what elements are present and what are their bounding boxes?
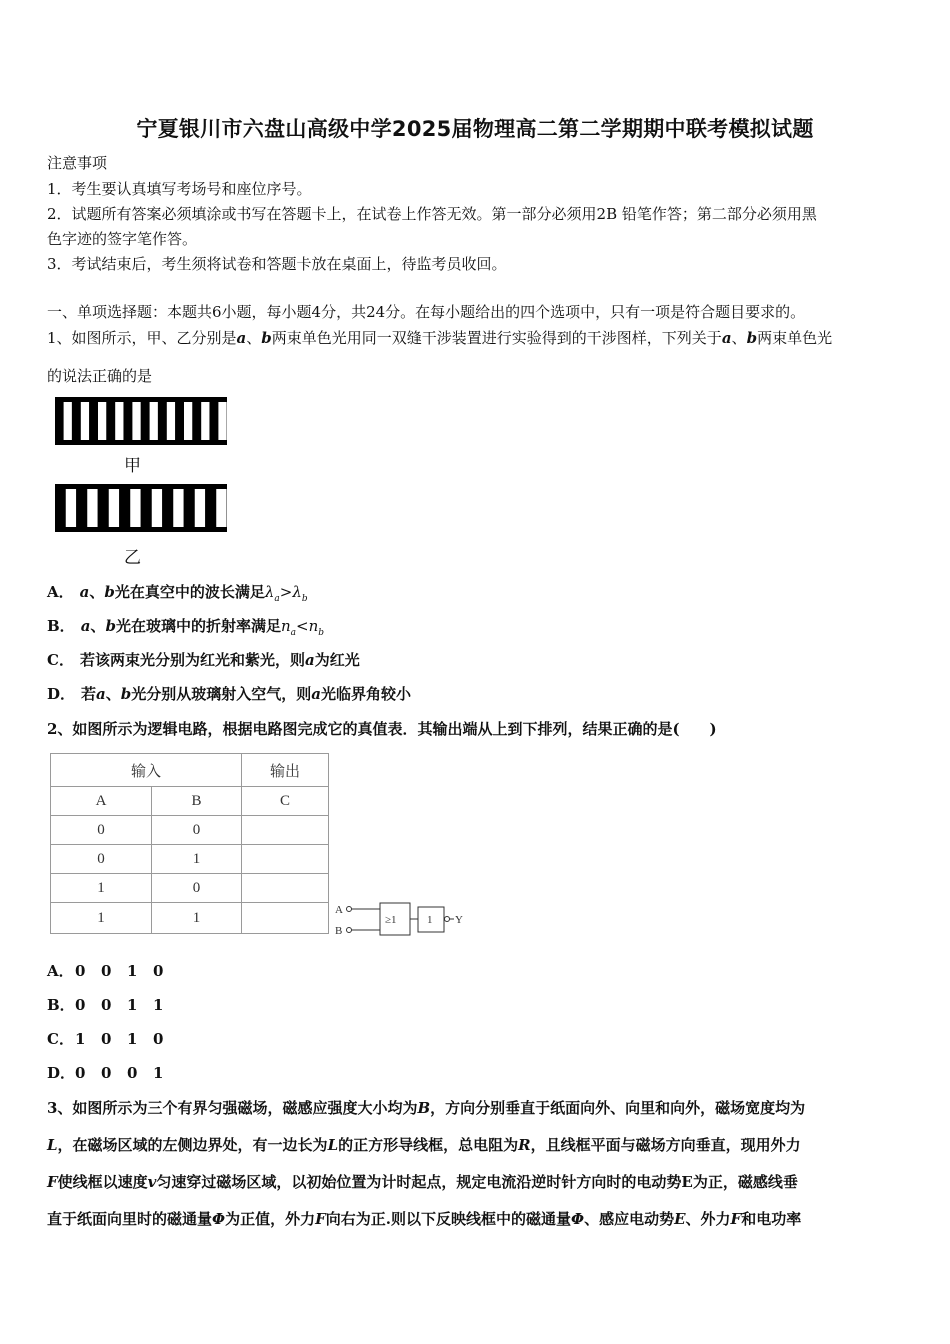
notice-item: 1．考生要认真填写考场号和座位序号。 [47, 180, 312, 198]
table-col-b: B [152, 787, 242, 816]
table-row [51, 874, 329, 903]
bright-fringe [216, 489, 226, 527]
section-heading: 一、单项选择题：本题共6小题，每小题4分，共24分。在每小题给出的四个选项中，只有一项是符合题目要求的。 [47, 303, 806, 321]
q2-option-b: B．0 0 1 1 [47, 996, 164, 1014]
page-title: 宁夏银川市六盘山高级中学2025届物理高二第二学期期中联考模拟试题 [136, 117, 814, 141]
or-gate-label: ≥1 [385, 914, 397, 926]
bright-fringe [152, 489, 162, 527]
bright-fringe [201, 402, 209, 440]
q1-option-b: B． a、b光在玻璃中的折射率满足$n_a<n_b$ [47, 617, 325, 638]
bright-fringe [109, 489, 119, 527]
q2-stem: 2、如图所示为逻辑电路，根据电路图完成它的真值表．其输出端从上到下排列，结果正确的是( ) [47, 720, 717, 738]
notice-item: 色字迹的签字笔作答。 [47, 230, 198, 248]
table-cell: 0 [51, 816, 152, 845]
q3-line1: 3、如图所示为三个有界匀强磁场，磁感应强度大小均为B，方向分别垂直于纸面向外、向里和向外，磁场宽度均为 [47, 1099, 806, 1117]
table-row [51, 816, 329, 845]
table-cell: 0 [152, 816, 242, 845]
gate-input-b-label: B [335, 925, 343, 937]
q3-line4: 直于纸面向里时的磁通量Φ为正值，外力F向右为正.则以下反映线框中的磁通量Φ、感应电动势E、外力F和电功率 [47, 1210, 802, 1228]
table-col-c: C [242, 787, 329, 816]
table-cell-empty [242, 903, 329, 934]
notice-heading: 注意事项 [47, 154, 108, 172]
bright-fringe [150, 402, 158, 440]
bright-fringe [81, 402, 89, 440]
bright-fringe [115, 402, 123, 440]
bright-fringe [132, 402, 140, 440]
table-cell-empty [242, 845, 329, 874]
table-row [51, 903, 329, 934]
q2-option-d: D．0 0 0 1 [47, 1064, 164, 1082]
table-cell: 1 [152, 903, 242, 934]
fig-label-jia: 甲 [124, 456, 141, 476]
q2-option-c: C．1 0 1 0 [47, 1030, 164, 1048]
q1-stem: 1、如图所示，甲、乙分别是a、b两束单色光用同一双缝干涉装置进行实验得到的干涉图样，下列关于a、b两束单色光 [47, 329, 833, 347]
table-cell: 1 [152, 845, 242, 874]
q1-stem-line2: 的说法正确的是 [47, 367, 153, 385]
notice-item: 3．考试结束后，考生须将试卷和答题卡放在桌面上，待监考员收回。 [47, 255, 507, 273]
logic-gate-diagram [333, 898, 473, 942]
table-cell: 1 [51, 874, 152, 903]
bright-fringe [173, 489, 183, 527]
bright-fringe [218, 402, 226, 440]
table-cell: 1 [51, 903, 152, 934]
q1-option-d: D． 若a、b光分别从玻璃射入空气，则a光临界角较小 [47, 685, 412, 703]
gate-input-a-label: A [335, 904, 343, 916]
bright-fringe [98, 402, 106, 440]
q1-option-a: A． a、b光在真空中的波长满足$\lambda_a>\lambda_b$ [47, 583, 308, 604]
fig-label-yi: 乙 [124, 548, 141, 568]
fringe-pattern-yi [55, 484, 227, 532]
fringe-pattern-jia [55, 397, 227, 445]
bright-fringe [130, 489, 140, 527]
table-col-a: A [51, 787, 152, 816]
table-cell: 0 [51, 845, 152, 874]
table-cell-empty [242, 874, 329, 903]
bright-fringe [195, 489, 205, 527]
table-cell-empty [242, 816, 329, 845]
table-header-output: 输出 [242, 754, 329, 787]
bright-fringe [64, 402, 72, 440]
q1-option-c: C． 若该两束光分别为红光和紫光，则a为红光 [47, 651, 360, 669]
table-cell: 0 [152, 874, 242, 903]
q3-line2: L，在磁场区域的左侧边界处，有一边长为L的正方形导线框，总电阻为R，且线框平面与磁场方向垂直，现用外力 [47, 1136, 801, 1154]
truth-table [50, 753, 329, 934]
not-gate-label: 1 [427, 914, 433, 926]
gate-output-label: Y [455, 914, 463, 926]
q2-option-a: A．0 0 1 0 [47, 962, 164, 980]
bright-fringe [87, 489, 97, 527]
notice-item: 2．试题所有答案必须填涂或书写在答题卡上，在试卷上作答无效。第一部分必须用2B 铅笔作答；第二部分必须用黑 [47, 205, 817, 223]
table-row [51, 845, 329, 874]
bright-fringe [66, 489, 76, 527]
table-header-input: 输入 [51, 754, 242, 787]
bright-fringe [167, 402, 175, 440]
q3-line3: F使线框以速度v匀速穿过磁场区域，以初始位置为计时起点，规定电流沿逆时针方向时的电动势E为正，磁感线垂 [47, 1173, 798, 1191]
bright-fringe [184, 402, 192, 440]
